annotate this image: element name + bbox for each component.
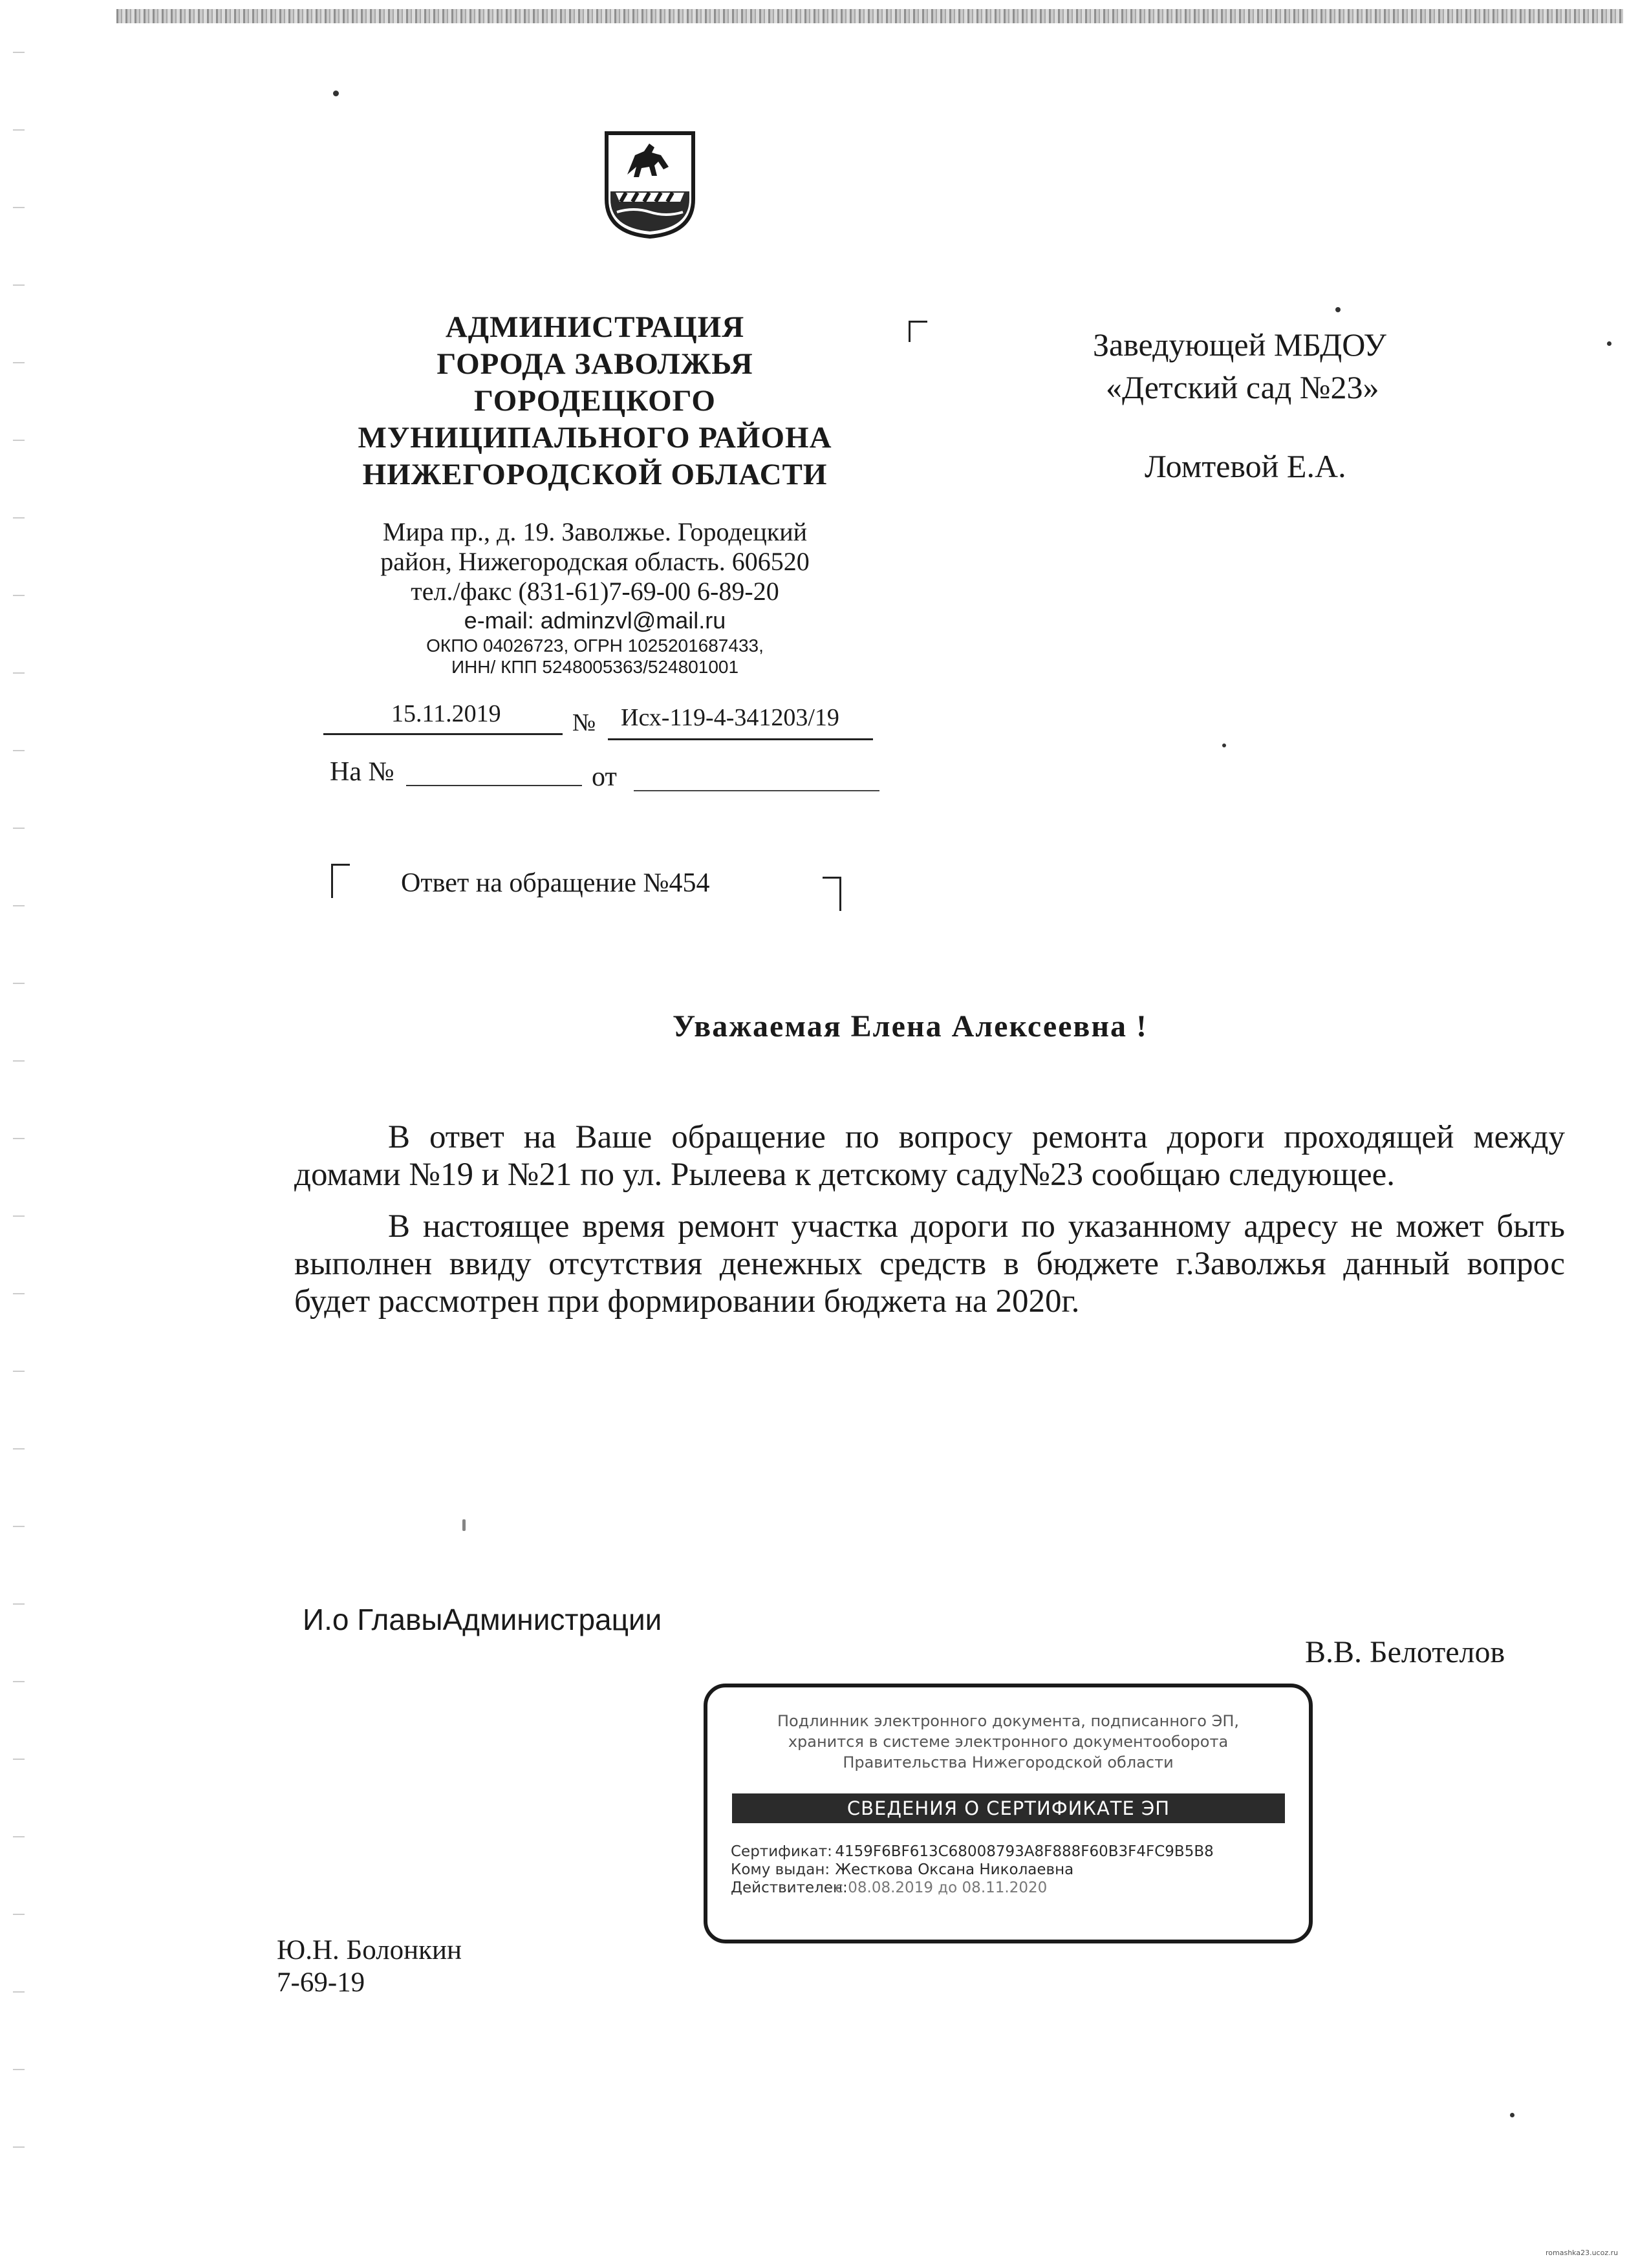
in-reply-number-label: На № (330, 757, 394, 787)
source-watermark: romashka23.ucoz.ru (1546, 2249, 1619, 2257)
certificate-label: Сертификат: (731, 1843, 832, 1860)
organization-name-line: ГОРОДЕЦКОГО (474, 384, 716, 418)
organization-name-line: ГОРОДА ЗАВОЛЖЬЯ (436, 347, 753, 381)
scan-speck (1335, 307, 1341, 312)
issued-to-label: Кому выдан: (731, 1861, 830, 1878)
organization-header (336, 309, 854, 493)
in-reply-from-label: от (592, 762, 617, 792)
certificate-row (731, 1843, 1214, 1861)
stamp-header (733, 1711, 1283, 1773)
recipient-bracket (909, 321, 927, 342)
phone-fax: тел./факс (831-61)7-69-00 6-89-20 (411, 577, 779, 606)
scan-speck (1222, 744, 1226, 747)
organization-name-line: МУНИЦИПАЛЬНОГО РАЙОНА (358, 421, 832, 455)
address-line: Мира пр., д. 19. Заволжье. Городецкий (382, 517, 808, 546)
registry-codes: ОКПО 04026723, ОГРН 1025201687433, (426, 636, 764, 656)
date-underline (323, 733, 563, 735)
in-reply-date-blank (634, 790, 879, 791)
in-reply-number-blank (406, 785, 582, 786)
scan-speck (1510, 2113, 1514, 2117)
organization-contacts (336, 517, 854, 678)
address-line: район, Нижегородская область. 606520 (380, 547, 810, 576)
signatory-name: В.В. Белотелов (1305, 1635, 1505, 1669)
certificate-value: 4159F6BF613C68008793A8F888F60B3F4FC9B5B8 (835, 1843, 1214, 1860)
number-sign: № (572, 709, 596, 736)
subject-line: Ответ на обращение №454 (401, 868, 710, 898)
stamp-header-line: Правительства Нижегородской области (843, 1753, 1174, 1771)
body-paragraph: В настоящее время ремонт участка дороги по указанному адресу не может быть выполнен ввиду отсутствия денежных средств в бюджете г.Заволжья данный вопрос будет рассмотрен при формировании бюджета на 2020г. (294, 1208, 1565, 1320)
executor-name: Ю.Н. Болонкин (277, 1935, 462, 1965)
in-reply-to-line (330, 756, 879, 795)
issued-to-row (731, 1861, 1214, 1879)
recipient-name: Ломтевой Е.А. (1145, 448, 1346, 484)
salutation: Уважаемая Елена Алексеевна ! (673, 1009, 1148, 1043)
organization-name-line: АДМИНИСТРАЦИЯ (445, 310, 745, 344)
outgoing-number: Исх-119-4-341203/19 (621, 704, 839, 731)
executor-block (277, 1934, 462, 1999)
recipient-position: Заведующей МБДОУ (1093, 326, 1386, 363)
issued-to-value: Жесткова Оксана Николаевна (835, 1861, 1074, 1878)
scan-speck (1607, 341, 1611, 346)
stamp-header-line: хранится в системе электронного документооборота (788, 1733, 1229, 1751)
coat-of-arms-icon (601, 129, 698, 239)
stamp-header-line: Подлинник электронного документа, подписанного ЭП, (777, 1712, 1240, 1730)
organization-name-line: НИЖЕГОРОДСКОЙ ОБЛАСТИ (362, 458, 828, 491)
stamp-banner: СВЕДЕНИЯ О СЕРТИФИКАТЕ ЭП (732, 1793, 1285, 1823)
validity-value: с 08.08.2019 до 08.11.2020 (835, 1879, 1048, 1896)
certificate-details (731, 1843, 1214, 1897)
scan-speck (333, 91, 339, 96)
letter-body (294, 1118, 1565, 1320)
body-paragraph: В ответ на Ваше обращение по вопросу ремонта дороги проходящей между домами №19 и №21 по ул. Рылеева к детскому саду№23 сообщаю следующее. (294, 1119, 1565, 1193)
outgoing-date: 15.11.2019 (391, 700, 501, 727)
recipient-organization: «Детский сад №23» (1106, 369, 1379, 405)
validity-label: Действителен: (731, 1879, 848, 1896)
electronic-signature-stamp (704, 1684, 1313, 1943)
subject-bracket-left (331, 864, 350, 898)
email: e-mail: adminzvl@mail.ru (464, 607, 726, 634)
registration-line (323, 700, 873, 738)
recipient-block (1093, 323, 1481, 487)
signatory-title: И.о ГлавыАдминистрации (303, 1603, 662, 1636)
executor-phone: 7-69-19 (277, 1967, 365, 1998)
number-underline (608, 738, 873, 740)
tax-codes: ИНН/ КПП 5248005363/524801001 (451, 657, 739, 677)
scan-edge-top (116, 9, 1623, 23)
scan-edge-left (13, 26, 25, 2211)
scan-speck (462, 1519, 466, 1531)
validity-row (731, 1879, 1214, 1897)
subject-bracket-right (823, 877, 841, 911)
